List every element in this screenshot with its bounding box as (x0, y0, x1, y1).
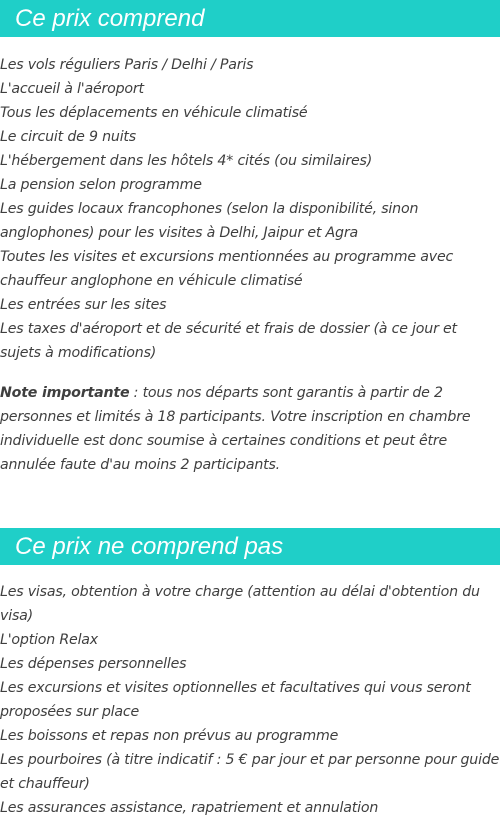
included-list (0, 53, 500, 365)
included-section-title: Ce prix comprend (15, 5, 205, 32)
included-item: Les vols réguliers Paris / Delhi / Paris (0, 57, 254, 73)
excluded-item: Les boissons et repas non prévus au programme (0, 728, 339, 744)
excluded-section-header (0, 528, 500, 565)
included-item: La pension selon programme (0, 177, 202, 193)
excluded-item: Les assurances assistance, rapatriement et annulation (0, 800, 379, 816)
included-item: Toutes les visites et excursions mentionnées au programme avec chauffeur anglophone en véhicule climatisé (0, 249, 454, 289)
excluded-list (0, 580, 500, 820)
included-item: L'hébergement dans les hôtels 4* cités (ou similaires) (0, 153, 373, 169)
included-item: Les guides locaux francophones (selon la disponibilité, sinon anglophones) pour les visites à Delhi, Jaipur et Agra (0, 201, 419, 241)
included-item: Le circuit de 9 nuits (0, 129, 136, 145)
excluded-item: L'option Relax (0, 632, 98, 648)
excluded-item: Les visas, obtention à votre charge (attention au délai d'obtention du visa) (0, 584, 480, 624)
included-section-header (0, 0, 500, 37)
important-note (0, 381, 490, 477)
excluded-item: Les pourboires (à titre indicatif : 5 € par jour et par personne pour guide et chauffeur) (0, 752, 500, 792)
excluded-item: Les excursions et visites optionnelles et facultatives qui vous seront proposées sur place (0, 680, 471, 720)
included-item: Tous les déplacements en véhicule climatisé (0, 105, 308, 121)
included-item: Les taxes d'aéroport et de sécurité et frais de dossier (à ce jour et sujets à modifications) (0, 321, 457, 361)
important-note-text: : tous nos départs sont garantis à partir de 2 personnes et limités à 18 participants. Votre inscription en chambre individuelle est donc soumise à certaines conditions et peut être annulée faute d'au moins 2 participants. (0, 385, 471, 473)
included-item: Les entrées sur les sites (0, 297, 167, 313)
excluded-section-title: Ce prix ne comprend pas (15, 533, 284, 560)
included-item: L'accueil à l'aéroport (0, 81, 144, 97)
important-note-label: Note importante (0, 385, 130, 401)
excluded-item: Les dépenses personnelles (0, 656, 187, 672)
